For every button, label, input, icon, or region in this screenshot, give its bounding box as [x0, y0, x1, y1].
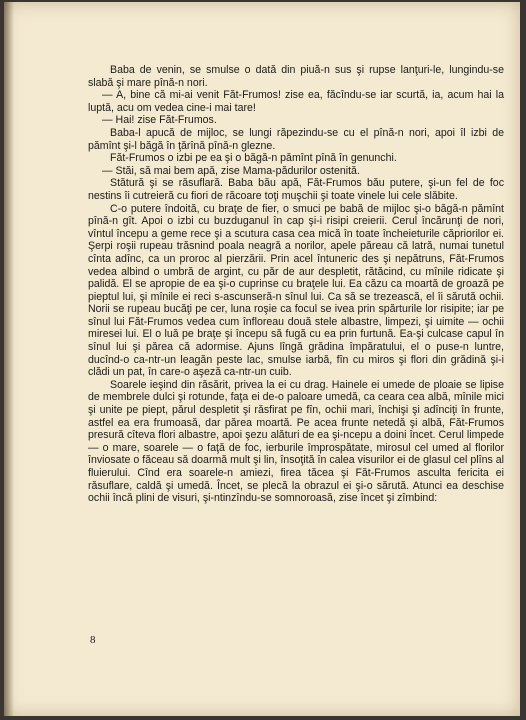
paragraph: Stătură şi se răsuflară. Baba bău apă, Făt-Frumos bău putere, şi-un fel de foc nestins îi cutreieră cu fiori de răcoare toţi muşchii şi toate vinele lui cele slăbite. [88, 177, 504, 202]
paragraph: Baba-l apucă de mijloc, se lungi răpezindu-se cu el pînă-n nori, apoi îl izbi de pămînt şi-l băgă în ţărînă pînă-n glezne. [88, 126, 504, 152]
page-number: 8 [90, 634, 96, 646]
book-page [4, 2, 520, 716]
page-text [88, 64, 504, 505]
paragraph: — Stăi, să mai bem apă, zise Mama-pădurilor ostenită. [102, 164, 360, 177]
paragraph: — Hai! zise Făt-Frumos. [102, 114, 217, 127]
paragraph: Făt-Frumos o izbi pe ea şi o băgă-n pămînt pînă în genunchi. [110, 152, 397, 165]
paragraph: Soarele ieşind din răsărit, privea la ei cu drag. Hainele ei umede de ploaie se lipise de membrele dulci şi rotunde, faţa ei de-o paloare umedă, ca ceara cea albă, mînile mici şi unite pe piept, părul despletit şi răsfirat pe fîn, ochii mari, închişi şi adînciţi în frunte, astfel ea era frumoasă, dar părea moartă. Pe acea frunte netedă şi albă, Făt-Frumos presură cîteva flori albastre, apoi şezu alături de ea şi-ncepu a doini încet. Cerul limpede — o mare, soarele — o faţă de foc, ierburile împrospătate, mirosul cel umed al florilor înviosate o făceau să doarmă mult şi lin, însoţită în calea visurilor ei de glasul cel plîns al fluierului. Cînd era soarele-n amiezi, firea tăcea şi Făt-Frumos asculta fericita ei răsuflare, caldă şi umedă. Încet, se plecă la obrazul ei şi-o sărută. Atunci ea deschise ochii încă plini de visuri, şi-ntinzîndu-se somnoroasă, zise încet şi zîmbind: [88, 378, 504, 505]
paragraph: Baba de venin, se smulse o dată din piuă-n sus şi rupse lanţuri-le, lungindu-se slabă şi mare pînă-n nori. [88, 64, 504, 89]
paragraph: — A, bine că mi-ai venit Făt-Frumos! zise ea, făcîndu-se iar scurtă, ia, acum hai la luptă, acu om vedea cine-i mai tare! [88, 89, 504, 114]
paragraph: C-o putere îndoită, cu braţe de fier, o smuci pe babă de mijloc şi-o băgă-n pămînt pînă-n gît. Apoi o izbi cu buzduganul în cap şi-i risipi creierii. Cerul încărunţi de nori, vîntul începu a geme rece şi a scutura casa cea mică în toate încheieturile căpriorilor ei. Şerpi roşii rupeau trăsnind poala neagră a norilor, apele păreau că latră, numai tunetul cînta adînc, ca un proroc al pierzării. Prin acel întuneric des şi nepătruns, Făt-Frumos vedea albind o umbră de argint, cu păr de aur despletit, rătăcind, cu mînile ridicate şi palidă. El se apropie de ea şi-o cuprinse cu braţele lui. Ea căzu ca moartă de groază pe pieptul lui, şi mînile ei reci s-ascunseră-n sînul lui. Ca să se trezească, el îi sărută ochii. Norii se rupeau bucăţi pe cer, luna roşie ca focul se ivea prin spărturile lor risipite; iar pe sînul lui Făt-Frumos vedea cum înfloreau două stele albastre, limpezi, şi uimite — ochii miresei lui. El o luă pe braţe şi începu să fugă cu ea prin furtună. Ea-şi culcase capul în sînul lui şi părea că adormise. Ajuns lîngă grădina împăratului, el o puse-n luntre, ducînd-o ca-ntr-un leagăn peste lac, smulse iarbă, fîn cu miros şi flori din grădină şi-i clădi un pat, în care-o aşeză ca-ntr-un cuib. [88, 202, 504, 379]
binding-shadow [4, 2, 14, 716]
